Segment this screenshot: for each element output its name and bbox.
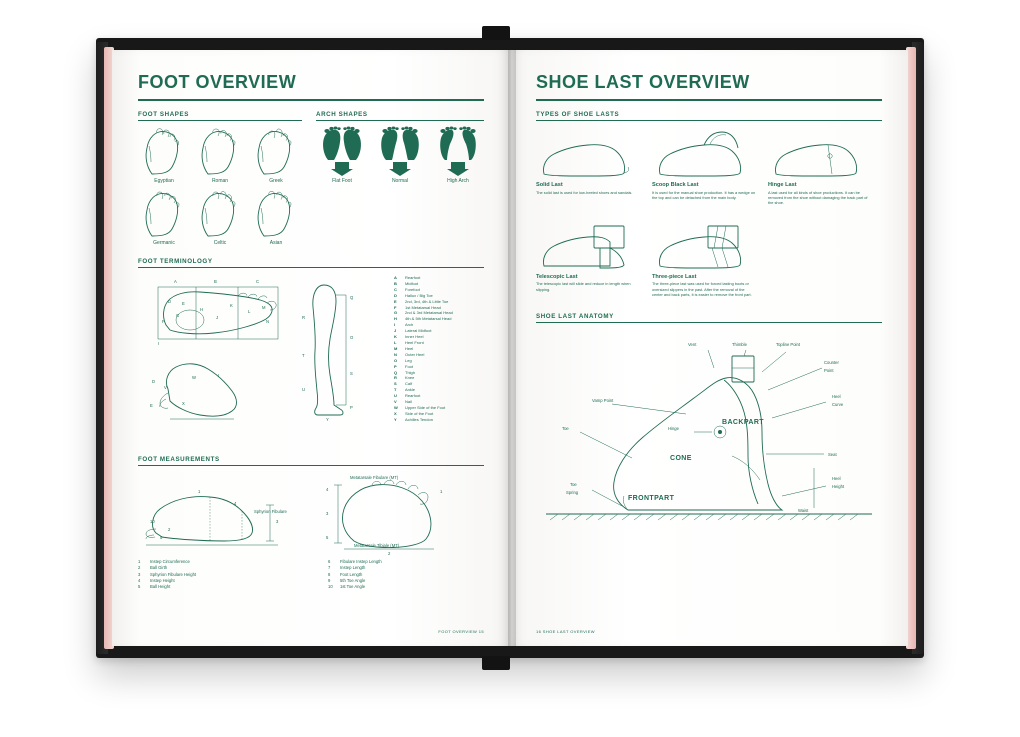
svg-text:4: 4	[326, 487, 329, 492]
arch-shape-label: Flat Foot	[332, 178, 352, 184]
label-heel-height: Heel	[832, 476, 841, 482]
left-page	[112, 50, 510, 646]
title-rule-right	[536, 99, 882, 101]
foot-shape-item	[194, 126, 246, 184]
legend-row: U Rearfoot	[394, 393, 421, 399]
svg-text:Sphyrion Fibulare: Sphyrion Fibulare	[254, 509, 287, 514]
section-shoe-last-anatomy	[536, 313, 882, 543]
svg-text:F: F	[162, 319, 165, 324]
svg-text:5: 5	[160, 535, 163, 540]
foot-shape-roman-icon	[194, 126, 246, 176]
svg-text:I: I	[158, 341, 160, 346]
arch-shape-high-arch-icon	[432, 126, 484, 176]
svg-text:3: 3	[276, 519, 279, 524]
legend-row: 10 1st Toe Angle	[328, 584, 366, 590]
terminology-diagrams	[138, 273, 388, 448]
shoe-last-desc: The three-piece last was used for forced lasting boots or oversized slippers in the past. After the removal of the center and back parts, it is easier to remove the front part.	[652, 281, 752, 297]
svg-text:5: 5	[326, 535, 329, 540]
hinge-last-icon	[768, 126, 872, 182]
legend-row: 9 5th Toe Angle	[328, 577, 366, 583]
foot-shape-item	[138, 188, 190, 246]
legend-row: C Forefoot	[394, 286, 420, 292]
legend-row: 3 Sphyrion Fibulare Height	[138, 571, 197, 577]
section-foot-shapes	[138, 111, 302, 246]
foot-shape-label: Celtic	[213, 240, 227, 246]
legend-row: 8 Foot Length	[328, 571, 363, 577]
shoe-last-anatomy-diagram	[536, 328, 882, 543]
legend-row: G 2nd & 3rd Metatarsal Head	[394, 310, 453, 316]
label-heel-curve-2: Curve	[832, 402, 844, 408]
foot-shape-germanic-icon	[138, 188, 190, 238]
svg-text:P: P	[350, 405, 353, 410]
section-title-shoe-last-anatomy: SHOE LAST ANATOMY	[536, 313, 614, 321]
foot-shape-egyptian-icon	[138, 126, 190, 176]
shoe-last-item	[652, 126, 756, 206]
arch-shape-flat-foot-icon	[316, 126, 368, 176]
label-heel-height-2: Height	[832, 484, 845, 490]
legend-row: Q Thigh	[394, 369, 416, 375]
rule	[536, 120, 882, 121]
svg-text:2: 2	[388, 551, 391, 556]
svg-text:W: W	[192, 375, 196, 380]
svg-text:V: V	[164, 385, 167, 390]
title-rule-left	[138, 99, 484, 101]
three-piece-last-icon	[652, 218, 756, 274]
label-toe-spring-2: Spring	[566, 490, 579, 496]
legend-row: R Knee	[394, 375, 415, 381]
svg-text:R: R	[302, 315, 306, 320]
foot-shape-item	[250, 126, 302, 184]
shoe-last-desc: The telescopic last will slide and reduce in length when slipping.	[536, 281, 631, 292]
svg-text:E: E	[150, 403, 153, 408]
label-thimble: Thimble	[732, 342, 747, 348]
foot-shape-label: Asian	[269, 240, 283, 246]
foot-shape-label: Greek	[269, 178, 283, 184]
legend-row: 2 Ball Girth	[138, 565, 168, 571]
foot-shape-label: Egyptian	[154, 178, 174, 184]
legend-row: L Heel Front	[394, 339, 424, 345]
legend-row: X Side of the Foot	[394, 410, 434, 416]
book-gutter	[508, 50, 516, 646]
svg-text:N: N	[266, 319, 270, 324]
shoe-last-item	[536, 126, 640, 206]
svg-text:1: 1	[440, 489, 443, 494]
section-title-arch-shapes: ARCH SHAPES	[316, 111, 368, 118]
foot-measurement-side-view	[138, 471, 306, 557]
shoe-last-name: Hinge Last	[768, 182, 797, 188]
rule	[316, 120, 484, 121]
svg-text:K: K	[230, 303, 233, 308]
section-foot-measurements	[138, 456, 484, 590]
shoe-last-name: Telescopic Last	[536, 273, 578, 280]
legend-row: I Arch	[394, 322, 414, 328]
svg-text:D: D	[152, 379, 156, 384]
rule	[138, 120, 302, 121]
svg-text:Metatarsale Fibulare (MT): Metatarsale Fibulare (MT)	[350, 475, 399, 480]
label-frontpart: FRONTPART	[628, 495, 675, 503]
foot-shape-label: Roman	[211, 178, 229, 184]
rule	[536, 322, 882, 323]
shoe-last-name: Scoop Black Last	[652, 182, 699, 188]
svg-text:X: X	[182, 401, 185, 406]
svg-text:G: G	[176, 313, 180, 318]
right-page	[510, 50, 908, 646]
svg-text:M: M	[262, 305, 266, 310]
legend-row: F 1st Metatarsal Head	[394, 304, 441, 310]
measurement-side-diagram	[138, 471, 306, 557]
svg-text:J: J	[216, 315, 219, 320]
svg-text:A: A	[174, 279, 177, 284]
arch-shape-label: High Arch	[447, 178, 469, 184]
section-types-of-shoe-lasts	[536, 111, 882, 297]
shoe-last-desc: The solid last is used for low-heeled shoes and sandals.	[536, 189, 633, 195]
section-title-foot-terminology: FOOT TERMINOLOGY	[138, 258, 213, 265]
legend-row: B Midfoot	[394, 280, 419, 286]
legend-row: N Outer Heel	[394, 351, 425, 357]
measurements-legend-left	[138, 559, 288, 590]
svg-text:3: 3	[326, 511, 329, 516]
svg-text:10: 10	[150, 519, 155, 524]
legend-row: Y Achilles Tendon	[394, 416, 433, 422]
foot-terminology-diagram	[138, 273, 388, 448]
shoe-last-item	[768, 126, 872, 206]
spine-band-top	[482, 26, 510, 40]
svg-text:D: D	[168, 299, 172, 304]
foot-measurement-top-view	[314, 471, 482, 557]
legend-row: A Rearfoot	[394, 275, 421, 280]
legend-row: 1 Instep Circumference	[138, 559, 190, 564]
legend-row: S Calf	[394, 381, 413, 387]
shoe-last-item	[652, 218, 756, 298]
svg-text:O: O	[350, 335, 354, 340]
section-title-foot-shapes: FOOT SHAPES	[138, 111, 189, 118]
label-waist: Waist	[798, 508, 809, 514]
shoe-last-desc: It is used for the manual shoe production. It has a wedge on the top and can be detached from the main body.	[652, 189, 756, 200]
svg-text:B: B	[214, 279, 217, 284]
svg-text:E: E	[182, 301, 185, 306]
section-foot-terminology	[138, 258, 484, 448]
shoe-last-name: Three-piece Last	[652, 273, 697, 280]
open-book	[96, 38, 924, 658]
label-vent: Vent	[688, 342, 697, 348]
spine-band-bottom	[482, 656, 510, 670]
svg-text:2: 2	[168, 527, 171, 532]
label-toe: Toe	[562, 426, 569, 432]
foot-shape-celtic-icon	[194, 188, 246, 238]
scoop-black-last-icon	[652, 126, 756, 182]
terminology-legend	[394, 273, 484, 448]
legend-row: 6 Fibulare Instep Length	[328, 559, 382, 564]
svg-text:T: T	[302, 353, 305, 358]
legend-row: H 4th & 5th Metatarsal Head	[394, 316, 452, 322]
svg-text:Q: Q	[350, 295, 354, 300]
label-counter-point: Counter	[824, 360, 839, 366]
legend-row: W Upper Side of the Foot	[394, 404, 446, 410]
label-vamp-point: Vamp Point	[592, 398, 614, 404]
measurement-top-diagram	[314, 471, 482, 557]
foot-shape-greek-icon	[250, 126, 302, 176]
rule	[138, 267, 484, 268]
svg-text:Metatarsale Tibiale (MT): Metatarsale Tibiale (MT)	[354, 543, 400, 548]
book-spread	[112, 50, 908, 646]
legend-row: M Heel	[394, 345, 414, 351]
legend-row: E 2nd, 3rd, 4th & Little Toe	[394, 298, 449, 304]
legend-row: 7 Instep Length	[328, 565, 366, 571]
label-hinge: Hinge	[668, 426, 679, 432]
svg-text:4: 4	[234, 501, 237, 506]
legend-row: T Ankle	[394, 387, 416, 393]
label-seat: Seat	[828, 452, 837, 458]
svg-text:H: H	[200, 307, 204, 312]
page-title-left: FOOT OVERVIEW	[138, 72, 297, 92]
section-arch-shapes	[316, 111, 484, 246]
measurements-legend-right	[328, 559, 478, 590]
legend-row: D Hallux / Big Toe	[394, 292, 433, 298]
svg-text:U: U	[302, 387, 306, 392]
arch-shape-item	[432, 126, 484, 184]
solid-last-icon	[536, 126, 640, 182]
svg-text:I: I	[218, 373, 220, 378]
foot-shape-asian-icon	[250, 188, 302, 238]
svg-text:1: 1	[198, 489, 201, 494]
svg-text:C: C	[256, 279, 260, 284]
arch-shape-item	[316, 126, 368, 184]
page-footer-right: 16 SHOE LAST OVERVIEW	[536, 629, 595, 634]
arch-shape-label: Normal	[391, 178, 409, 184]
label-backpart: BACKPART	[722, 419, 764, 427]
foot-shape-item	[250, 188, 302, 246]
arch-shape-normal-icon	[374, 126, 426, 176]
section-title-foot-measurements: FOOT MEASUREMENTS	[138, 456, 220, 463]
foot-shape-label: Germanic	[153, 240, 175, 246]
telescopic-last-icon	[536, 218, 640, 274]
shoe-last-name: Solid Last	[536, 182, 563, 188]
legend-row: 5 Ball Height	[138, 584, 171, 590]
page-footer-left: FOOT OVERVIEW 15	[438, 629, 484, 634]
foot-shape-item	[138, 126, 190, 184]
svg-text:L: L	[248, 309, 251, 314]
legend-row: V Nail	[394, 399, 412, 405]
label-toe-spring: Toe	[570, 482, 577, 488]
legend-row: J Lateral Midfoot	[394, 328, 432, 334]
rule	[138, 465, 484, 466]
label-counter-point-2: Point	[824, 368, 834, 374]
shoe-last-item	[536, 218, 640, 298]
label-cone: CONE	[670, 455, 692, 463]
shoe-last-desc: A last used for all kinds of shoe productions. It can be removed from the shoe without damaging the back part of the shoe.	[768, 189, 868, 206]
legend-row: P Foot	[394, 363, 414, 369]
arch-shape-item	[374, 126, 426, 184]
label-heel-curve: Heel	[832, 394, 841, 400]
foot-shape-item	[194, 188, 246, 246]
legend-row: O Leg	[394, 357, 412, 363]
page-title-right: SHOE LAST OVERVIEW	[536, 72, 750, 92]
svg-text:S: S	[350, 371, 353, 376]
legend-row: 4 Instep Height	[138, 577, 175, 583]
legend-row: K Inner Heel	[394, 334, 424, 340]
svg-text:Y: Y	[326, 417, 329, 422]
section-title-types-of-shoe-lasts: TYPES OF SHOE LASTS	[536, 111, 620, 118]
label-topline-point: Topline Point	[776, 342, 800, 348]
